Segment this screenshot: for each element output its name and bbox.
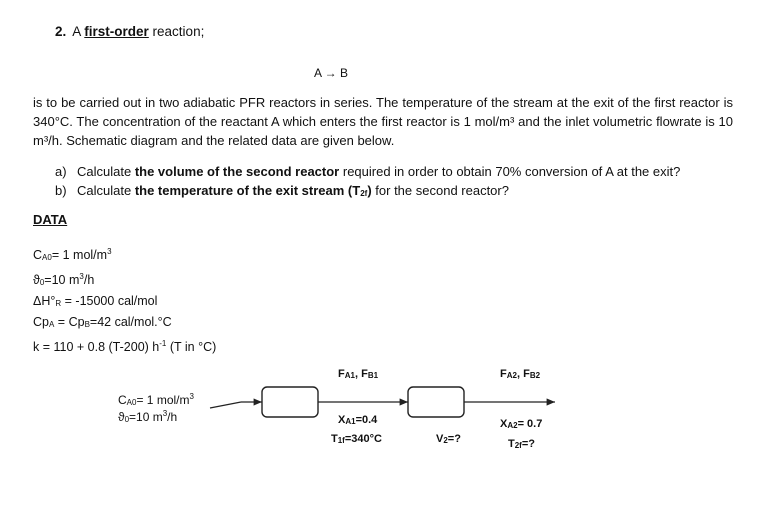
question-prefix: A [72,24,85,39]
stream1-temperature-label [331,433,382,445]
subscript: B2 [529,371,541,380]
value: =0.4 [355,414,378,426]
subscript: A1 [344,371,355,380]
task-text: for the second reactor? [371,183,509,198]
subscript: 2f [514,441,522,450]
subscript: B1 [367,371,379,380]
symbol: Cp [33,315,49,329]
subscript: A0 [126,398,137,407]
question-suffix: reaction; [148,24,205,39]
subscript: R [55,299,62,308]
symbol: , F [516,368,530,380]
symbol: , F [354,368,368,380]
symbol: ϑ [33,273,40,287]
superscript: 3 [107,247,112,256]
symbol: F [338,368,345,380]
task-label: b) [55,183,67,198]
subscript: 1f [337,436,345,445]
data-heading: DATA [33,212,68,227]
symbol: ΔH° [33,294,56,308]
task-emphasis: the temperature of the exit stream (T [134,183,361,198]
symbol: C [33,248,43,262]
symbol: F [500,368,507,380]
value: =42 cal/mol.°C [89,315,172,329]
reaction-equation: A → B [314,66,349,80]
value-tail: /h [167,410,178,424]
value: = 1 mol/m [51,248,108,262]
subscript: B [84,320,90,329]
symbol: = Cp [54,315,85,329]
inlet-v0-label [118,405,177,428]
value-tail: /h [83,273,95,287]
value: =? [521,438,536,450]
task-label: a) [55,164,67,179]
stream2-temperature-label [508,438,535,450]
task-text: Calculate [77,183,135,198]
superscript: 3 [189,392,194,401]
expression: k = 110 + 0.8 (T-200) h [33,340,160,354]
subscript: A1 [345,417,356,426]
task-text: Calculate [77,164,135,179]
reactor-2 [408,387,464,417]
value: =? [447,433,461,445]
value: =340°C [344,433,382,445]
superscript: -1 [159,339,167,348]
subscript: A0 [42,253,52,262]
superscript: 3 [79,272,84,281]
question-number: 2. [55,24,67,39]
stream1-flow-label [338,368,378,380]
task-emphasis: the volume of the second reactor [134,164,340,179]
stream2-conversion-label [500,418,542,430]
subscript: 2 [443,436,448,445]
symbol: X [338,414,346,426]
inlet-leader-line [210,402,241,408]
problem-description: is to be carried out in two adiabatic PFR reactors in series. The temperature of the stream at the exit of the first reactor is 340°C. The concentration of the reactant A which enters the first reactor is 1 mol/m³ and the inlet volumetric flowrate is 10 m³/h. Schematic diagram and the related data are given below. [33,95,733,148]
subscript: A2 [507,421,518,430]
value: =10 m [129,410,163,424]
stream1-conversion-label [338,414,377,426]
superscript: 3 [162,409,168,418]
stream2-flow-label [500,368,540,380]
value: = 0.7 [517,418,543,430]
subscript: A [48,320,55,329]
subscript: A2 [506,371,517,380]
symbol: T [331,433,338,445]
question-keyword: first-order [84,24,149,39]
task-emphasis-end: ) [367,183,372,198]
symbol: C [118,393,127,407]
task-text: required in order to obtain 70% conversion of A at the exit? [339,164,681,179]
value: =10 m [44,273,80,287]
symbol: T [508,438,515,450]
symbol: V [436,433,444,445]
reactor-1 [262,387,318,417]
value: (T in °C) [166,340,217,354]
subscript: 0 [39,278,45,287]
value: = -15000 cal/mol [61,294,158,308]
symbol: X [500,418,508,430]
reactor2-volume-label [436,433,461,445]
symbol: ϑ [118,410,125,424]
task-subscript: 2f [360,189,368,198]
subscript: 0 [124,415,130,424]
value: = 1 mol/m [136,393,190,407]
